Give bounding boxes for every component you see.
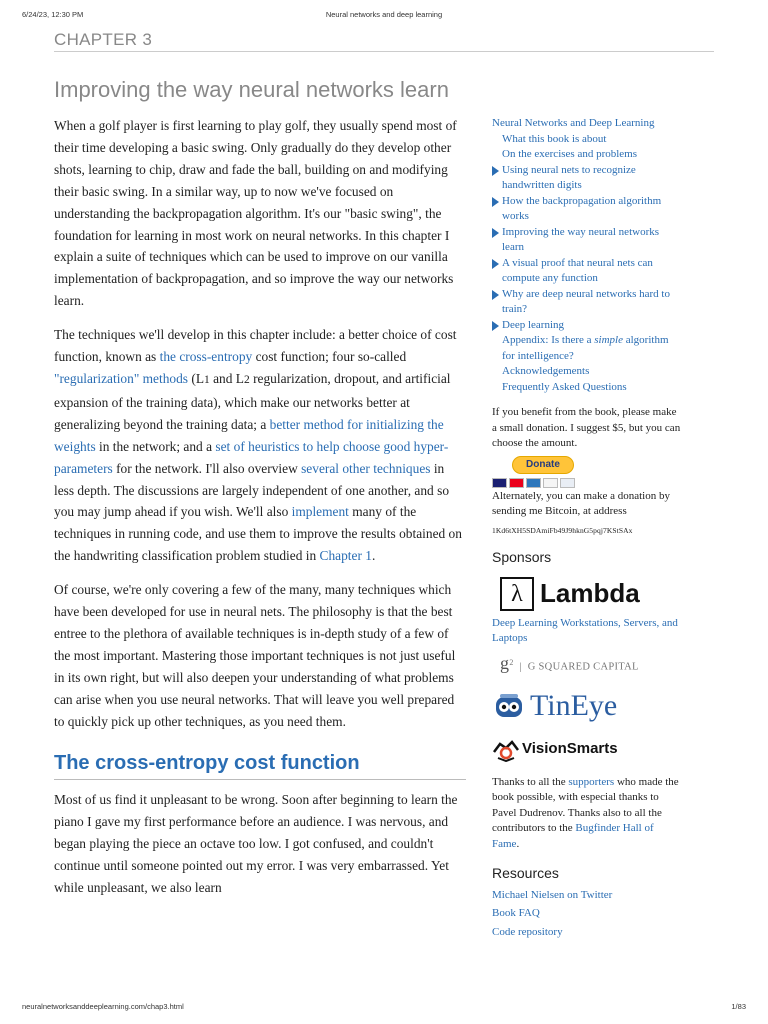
text: for the network. I'll also overview	[112, 460, 302, 476]
toc-link[interactable]: Why are deep neural networks hard to train?	[502, 287, 670, 315]
gsquared-exponent: 2	[509, 657, 514, 667]
intro-paragraph-1: When a golf player is first learning to play golf, they usually spend most of their time developing a basic swing. Only gradually do they develop other shots, learning to chip, draw and fade the ball, building on and modifying their basic swing. In a similar way, up to now we've focused on understanding the backpropagation algorithm. It's our "basic swing", the foundation for learning in most work on neural networks. In this chapter I explain a suite of techniques which can be used to improve on our vanilla implementation of backpropagation, and so improve the way our networks learn.	[54, 118, 457, 309]
toc-link[interactable]: Acknowledgements	[502, 365, 590, 377]
toc-link[interactable]: How the backpropagation algorithm works	[502, 194, 662, 222]
intro-paragraph-2	[54, 324, 466, 567]
discover-card-icon	[543, 478, 558, 488]
math-subscript: 2	[243, 373, 250, 386]
toc-item[interactable]	[492, 364, 682, 380]
text: and L	[209, 370, 244, 386]
lambda-wordmark: Lambda	[540, 577, 640, 608]
link-implement[interactable]: implement	[291, 504, 349, 520]
expand-arrow-icon[interactable]	[492, 290, 499, 300]
print-footer	[22, 1002, 746, 1014]
text: who made the book possible, with especial thanks to Pavel Dudrenov. Thanks also to all the contributors to the	[492, 775, 679, 834]
text: .	[371, 548, 376, 564]
math-subscript: 1	[204, 373, 210, 386]
text: .	[516, 837, 520, 850]
tineye-wordmark: TinEye	[530, 688, 618, 722]
toc-item-appendix[interactable]	[492, 333, 682, 364]
supporters-link[interactable]: supporters	[568, 775, 615, 788]
text: The techniques we'll develop in this chapter include: a better choice of cost function, known as	[54, 327, 457, 365]
section-paragraph-1: Most of us find it unpleasant to be wrong. Soon after beginning to learn the piano I gave my first performance before an audience. I was nervous, and began playing the piece an octave too low. I got confused, and couldn't continue until someone pointed out my error. I was very embarrassed. Yet while unpleasant, we also learn	[54, 792, 458, 896]
print-url: neuralnetworksanddeeplearning.com/chap3.html	[22, 1002, 184, 1011]
gsquared-wordmark: $g^2$ | G SQUARED CAPITAL	[500, 653, 639, 673]
toc-item[interactable]	[492, 287, 682, 318]
chapter-label: CHAPTER 3	[54, 30, 153, 49]
text-emphasis: simple	[594, 334, 623, 346]
gsquared-name: G SQUARED CAPITAL	[527, 661, 639, 672]
visionsmarts-icon	[492, 736, 520, 762]
book-faq-link[interactable]: Book FAQ	[492, 907, 540, 919]
gsquared-logo[interactable]	[492, 647, 682, 683]
text: regularization, dropout, and artificial expansion of the training data), which make our networks better at generalizing beyond the training data; a	[54, 370, 451, 432]
text: cost function; four so-called	[252, 349, 407, 365]
link-hyper-parameters[interactable]: set of heuristics to help choose good hyper-parameters	[54, 438, 449, 476]
bitcoin-text: Alternately, you can make a donation by sending me Bitcoin, at address	[492, 489, 670, 517]
print-header	[22, 10, 746, 22]
expand-arrow-icon[interactable]	[492, 228, 499, 238]
toc-link-appendix[interactable]	[502, 334, 669, 362]
tineye-robot-icon	[492, 691, 526, 721]
toc-item[interactable]	[492, 147, 682, 163]
resources-list	[492, 888, 682, 941]
link-regularization[interactable]: "regularization" methods	[54, 370, 189, 386]
twitter-link[interactable]: Michael Nielsen on Twitter	[492, 888, 613, 901]
thanks-text	[492, 775, 682, 853]
toc-item[interactable]	[492, 256, 682, 287]
print-page-number: 1/83	[731, 1002, 746, 1011]
link-cross-entropy[interactable]: the cross-entropy	[159, 349, 253, 365]
main-content	[54, 115, 466, 911]
toc-link[interactable]: What this book is about	[502, 132, 607, 145]
toc-item[interactable]	[492, 163, 682, 194]
link-weight-init[interactable]: better method for initializing the weights	[54, 416, 444, 454]
toc-item[interactable]	[492, 132, 682, 148]
text: (L	[188, 370, 205, 386]
bitcoin-address: 1Kd6tXH5SDAmiFb49J9hknG5pqj7KStSAx	[492, 525, 633, 535]
mastercard-icon	[509, 478, 524, 488]
sidebar	[492, 116, 682, 943]
link-other-techniques[interactable]: several other techniques	[301, 460, 431, 476]
toc-item[interactable]	[492, 380, 682, 396]
toc-item[interactable]	[492, 194, 682, 225]
expand-arrow-icon[interactable]	[492, 259, 499, 269]
expand-arrow-icon[interactable]	[492, 197, 499, 207]
toc-link[interactable]: Frequently Asked Questions	[502, 380, 627, 393]
print-doc-title: Neural networks and deep learning	[325, 10, 443, 19]
lambda-logo[interactable]	[492, 572, 682, 616]
expand-arrow-icon[interactable]	[492, 321, 499, 331]
toc-link[interactable]: Improving the way neural networks learn	[502, 225, 660, 253]
book-title-link[interactable]: Neural Networks and Deep Learning	[492, 117, 655, 129]
section-heading: The cross-entropy cost function	[54, 751, 466, 780]
toc-link[interactable]: A visual proof that neural nets can compute any function	[502, 256, 653, 284]
toc-link[interactable]: On the exercises and problems	[502, 148, 638, 160]
chapter-title: Improving the way neural networks learn	[54, 76, 449, 102]
toc-book-title[interactable]	[492, 116, 682, 132]
code-repository-link[interactable]: Code repository	[492, 925, 563, 938]
resources-heading: Resources	[492, 865, 559, 881]
visa-card-icon	[492, 478, 507, 488]
text: many of the techniques in running code, and use them to improve the results obtained on the handwriting classification problem studied in	[54, 504, 462, 564]
text: Appendix: Is there a	[502, 334, 595, 346]
lambda-caption-link[interactable]: Deep Learning Workstations, Servers, and Laptops	[492, 616, 678, 644]
donate-button[interactable]: Donate	[512, 456, 574, 474]
link-chapter-1[interactable]: Chapter 1	[319, 548, 372, 564]
toc-link[interactable]: Using neural nets to recognize handwritten digits	[502, 163, 636, 191]
text: algorithm for intelligence?	[502, 334, 669, 362]
text: Thanks to all the	[492, 775, 569, 788]
amex-card-icon	[526, 478, 541, 488]
bank-card-icon	[560, 478, 575, 488]
donate-text: If you benefit from the book, please make a small donation. I suggest $5, but you can choose the amount.	[492, 406, 681, 449]
bugfinder-link[interactable]: Bugfinder Hall of Fame	[492, 822, 654, 850]
visionsmarts-logo[interactable]	[492, 729, 682, 769]
text: in less depth. The discussions are largely independent of one another, and so you may jump ahead if you wish. We'll also	[54, 460, 450, 520]
expand-arrow-icon[interactable]	[492, 166, 499, 176]
table-of-contents	[492, 116, 682, 395]
toc-item[interactable]	[492, 318, 682, 334]
lambda-icon: λ	[500, 577, 534, 611]
chapter-divider	[54, 51, 714, 52]
toc-item[interactable]	[492, 225, 682, 256]
sponsors-heading: Sponsors	[492, 549, 552, 565]
gsquared-mark: g	[500, 653, 510, 673]
text: in the network; and a	[95, 438, 216, 454]
toc-link[interactable]: Deep learning	[502, 318, 564, 331]
visionsmarts-wordmark: VisionSmarts	[522, 739, 618, 757]
intro-paragraph-3: Of course, we're only covering a few of the many, many techniques which have been developed for use in neural nets. The philosophy is that the best entree to the plethora of available techniques is in-depth study of a few of the most important. Mastering those important techniques is not just useful in its own right, but will also deepen your understanding of what problems can arise when you use neural networks. That will leave you well prepared to quickly pick up other techniques, as you need them.	[54, 582, 456, 729]
payment-cards	[492, 476, 682, 486]
tineye-logo[interactable]	[492, 683, 682, 729]
print-datetime: 6/24/23, 12:30 PM	[22, 10, 84, 19]
